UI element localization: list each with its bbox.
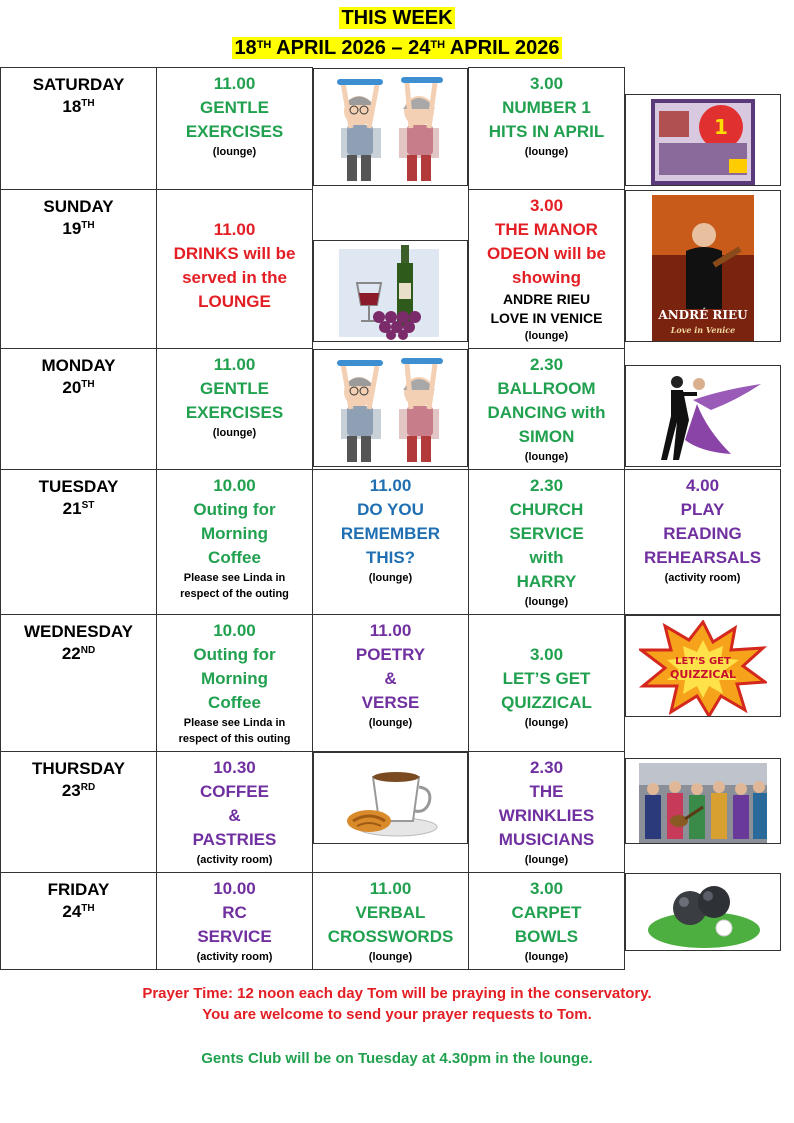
wine-bottle-grapes-icon [313, 240, 468, 342]
activity-cell: 2.30 BALLROOM DANCING with SIMON (lounge) [469, 349, 625, 470]
ballroom-dancers-icon [625, 365, 781, 467]
schedule-row-wednesday [1, 615, 781, 752]
schedule-row-sunday [1, 190, 781, 349]
activity-cell: 10.00 Outing for Morning Coffee Please see Linda in respect of the outing [157, 470, 313, 615]
schedule-row-friday [1, 873, 781, 970]
day-cell: MONDAY 20TH [1, 349, 157, 470]
day-cell: SATURDAY 18TH [1, 68, 157, 190]
activity-cell: 11.00 DO YOU REMEMBER THIS? (lounge) [313, 470, 469, 615]
weekly-schedule-table [0, 67, 781, 970]
schedule-row-monday [1, 349, 781, 470]
activity-cell: 3.00 NUMBER 1 HITS IN APRIL (lounge) [469, 68, 625, 190]
activity-cell: 11.00 POETRY & VERSE (lounge) [313, 615, 469, 752]
svg-text:Love in Venice: Love in Venice [670, 324, 736, 335]
activity-cell: 11.00 VERBAL CROSSWORDS (lounge) [313, 873, 469, 970]
band-photo-icon [625, 758, 781, 844]
prayer-requests-notice: You are welcome to send your prayer requests to Tom. [202, 1006, 592, 1023]
number-one-hits-cd-icon [625, 94, 781, 186]
date-range: 18TH APRIL 2026 – 24TH APRIL 2026 [234, 37, 560, 59]
svg-text:QUIZZICAL: QUIZZICAL [669, 668, 736, 681]
schedule-row-saturday [1, 68, 781, 190]
andre-rieu-poster-icon [625, 190, 781, 342]
activity-cell: 10.00 RC SERVICE (activity room) [157, 873, 313, 970]
activity-cell: 4.00 PLAY READING REHEARSALS (activity room) [625, 470, 781, 615]
day-cell: SUNDAY 19TH [1, 190, 157, 349]
schedule-row-thursday [1, 752, 781, 873]
activity-cell: 11.00 DRINKS will be served in the LOUNGE [157, 190, 313, 349]
activity-cell: 10.30 COFFEE & PASTRIES (activity room) [157, 752, 313, 873]
coffee-cup-pastry-icon [313, 752, 468, 844]
day-cell: TUESDAY 21ST [1, 470, 157, 615]
exercise-seniors-icon [313, 349, 468, 467]
activity-cell: 11.00 GENTLE EXERCISES (lounge) [157, 349, 313, 470]
day-cell: THURSDAY 23RD [1, 752, 157, 873]
activity-cell: 2.30 CHURCH SERVICE with HARRY (lounge) [469, 470, 625, 615]
exercise-seniors-icon [313, 68, 468, 186]
page-title: THIS WEEK [341, 7, 453, 29]
svg-text:ANDRÉ RIEU: ANDRÉ RIEU [658, 307, 748, 322]
activity-cell: 2.30 THE WRINKLIES MUSICIANS (lounge) [469, 752, 625, 873]
gents-club-notice: Gents Club will be on Tuesday at 4.30pm in the lounge. [201, 1050, 593, 1067]
activity-cell: 3.00 THE MANOR ODEON will be showing ANDRE RIEU LOVE IN VENICE (lounge) [469, 190, 625, 349]
activity-cell: 3.00 LET’S GET QUIZZICAL (lounge) [469, 615, 625, 752]
lets-get-quizzical-burst-icon [625, 615, 781, 717]
carpet-bowls-icon [625, 873, 781, 951]
schedule-row-tuesday [1, 470, 781, 615]
svg-text:LET'S GET: LET'S GET [674, 656, 731, 667]
day-cell: WEDNESDAY 22ND [1, 615, 157, 752]
svg-text:1: 1 [713, 114, 728, 139]
activity-cell: 10.00 Outing for Morning Coffee Please see Linda in respect of this outing [157, 615, 313, 752]
activity-cell: 3.00 CARPET BOWLS (lounge) [469, 873, 625, 970]
prayer-time-notice: Prayer Time: 12 noon each day Tom will be praying in the conservatory. [142, 985, 652, 1002]
day-cell: FRIDAY 24TH [1, 873, 157, 970]
activity-cell: 11.00 GENTLE EXERCISES (lounge) [157, 68, 313, 190]
